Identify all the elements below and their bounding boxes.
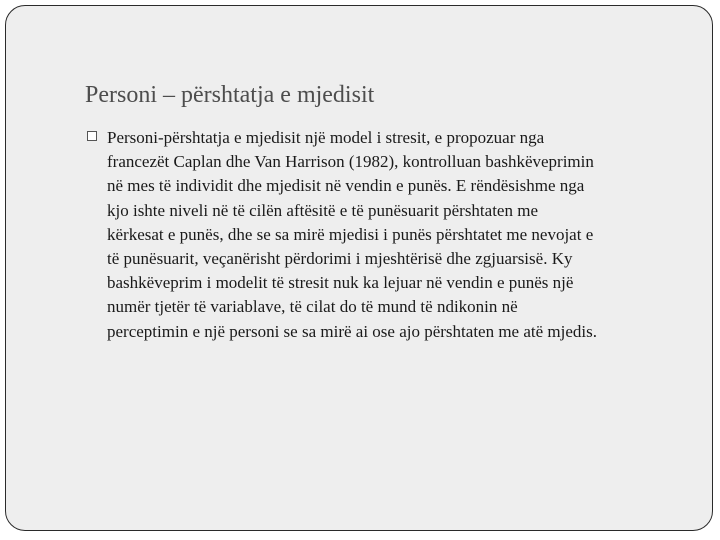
bullet-text-line: numër tjetër të variablave, të cilat do të mund të ndikonin në	[107, 297, 518, 317]
slide-title: Personi – përshtatja e mjedisit	[85, 82, 375, 108]
bullet-text-line: në mes të individit dhe mjedisit në vendin e punës. E rëndësishme nga	[107, 176, 585, 196]
bullet-text-line: perceptimin e një personi se sa mirë ai ose ajo përshtaten me atë mjedis.	[107, 321, 597, 341]
square-bullet-icon	[87, 131, 97, 141]
bullet-text-line: të punësuarit, veçanërisht përdorimi i mjeshtërisë dhe zgjuarsisë. Ky	[107, 249, 573, 269]
bullet-item	[87, 126, 687, 344]
bullet-text	[107, 126, 687, 344]
bullet-text-line: bashkëveprim i modelit të stresit nuk ka lejuar në vendin e punës një	[107, 273, 574, 293]
slide-frame	[5, 5, 713, 531]
bullet-text-line: francezët Caplan dhe Van Harrison (1982), kontrolluan bashkëveprimin	[107, 152, 594, 172]
bullet-text-line: kërkesat e punës, dhe se sa mirë mjedisi i punës përshtatet me nevojat e	[107, 224, 594, 244]
bullet-text-line: kjo ishte niveli në të cilën aftësitë e të punësuarit përshtaten me	[107, 200, 538, 220]
bullet-text-line: Personi-përshtatja e mjedisit një model i stresit, e propozuar nga	[107, 128, 545, 147]
